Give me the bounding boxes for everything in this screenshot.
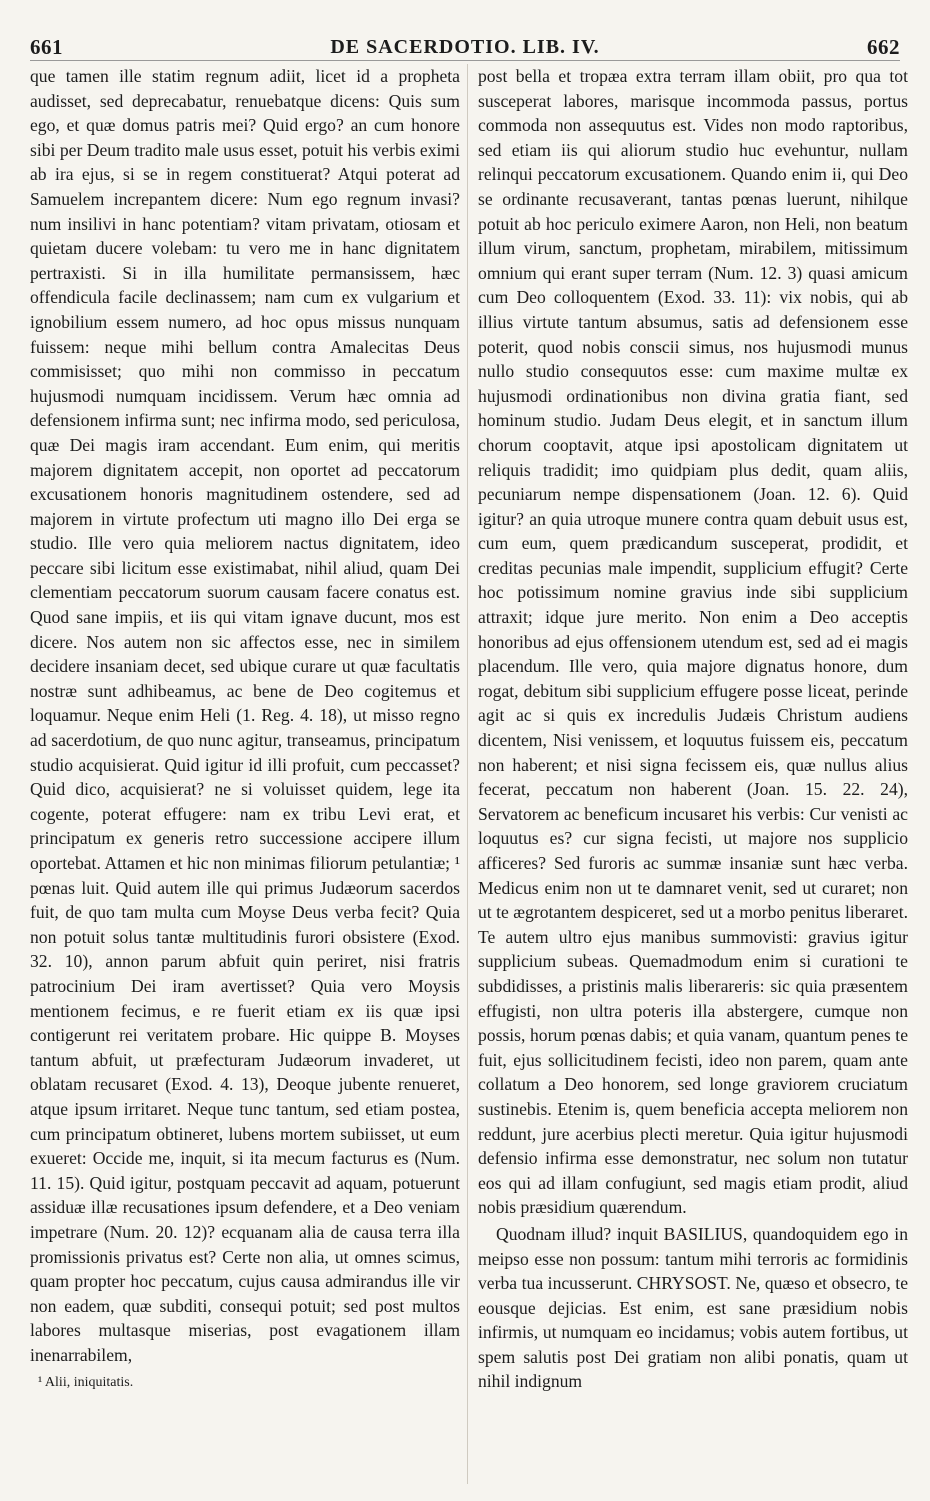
column-divider — [467, 64, 468, 1484]
right-page-number: 662 — [867, 34, 900, 59]
left-column — [30, 64, 460, 1484]
right-column — [478, 64, 908, 1484]
right-column-text-2: Quodnam illud? inquit BASILIUS, quandoquidem ego in meipso esse non possum: tantum mihi terroris ac formidinis verba tua incusserunt. CHRYSOST. Ne, quæso et obsecro, te eousque dejicias. Est enim, est sane præsidium nobis infirmis, ut numquam eo incidamus; vobis autem fortibus, ut spem salutis post Dei gratiam non alibi ponatis, quam ut nihil indignum — [478, 1223, 908, 1392]
running-title: DE SACERDOTIO. LIB. IV. — [330, 35, 600, 58]
running-header — [30, 34, 900, 61]
left-column-text: que tamen ille statim regnum adiit, licet id a propheta audisset, sed deprecabatur, renuebatque dicens: Quis sum ego, et quæ domus patris mei? Quid ergo? an cum honore sibi per Deum tradito male usus esset, potuit his verbis eximi ab ira ejus, si se in regem constituerat? Atqui poterat ad Samuelem increpantem dicere: Num ego regnum invasi? num insilivi in hanc potentiam? vitam privatam, otiosam et quietam ducere volebam: tu vero me in hanc dignitatem pertraxisti. Si in illa humilitate permansissem, hæc offendicula facile declinassem; nam cum ex vulgarium et ignobilium essem numero, ad hoc opus missus nunquam fuissem: neque mihi bellum contra Amalecitas Deus commisisset; quo mihi non commisso in peccatum hujusmodi numquam incidissem. Verum hæc omnia ad defensionem infirma sunt; nec infirma modo, sed periculosa, quæ Dei magis iram accendant. Eum enim, qui meritis majorem dignitatem accepit, non oportet ad peccatorum excusationem honoris magnitudinem ostendere, sed ad majorem in virtute profectum uti magno illo Dei erga se studio. Ille vero quia meliorem nactus dignitatem, ideo peccare sibi licitum esse existimabat, nihil aliud, quam Dei clementiam peccatorum suorum causam facere conatus est. Quod sane impiis, et iis qui vitam ignave ducunt, mos est dicere. Nos autem non sic affectos esse, nec in similem decidere insaniam decet, sed ubique curare ut quæ facultatis nostræ sunt adhibeamus, ac bene de Deo cogitemus et loquamur. Neque enim Heli (1. Reg. 4. 18), ut misso regno ad sacerdotium, de quo nunc agitur, transeamus, principatum studio acquisierat. Quid igitur id illi profuit, cum peccasset? Quid dico, acquisierat? ne si voluisset quidem, lege ita cogente, poterat effugere: nam ex tribu Levi erat, et principatum ex generis retro successione accipere illum oportebat. Attamen et hic non minimas filiorum petulantiæ; ¹ pœnas luit. Quid autem ille qui primus Judæorum sacerdos fuit, de quo tam multa cum Moyse Deus verba fecit? Quia non potuit solus tantæ multitudinis furori obsistere (Exod. 32. 10), annon parum abfuit quin periret, nisi fratris patrocinium Dei iram avertisset? Quia vero Moysis mentionem fecimus, e re fuerit etiam ex iis quæ ipsi contigerunt rei veritatem probare. Hic quippe B. Moyses tantum abfuit, ut præfecturam Judæorum invaderet, ut oblatam recusaret (Exod. 4. 13), Deoque jubente renueret, atque ipsum irritaret. Neque tunc tantum, sed etiam postea, cum principatum obtineret, lubens mortem subiisset, ut eum exueret: Occide me, inquit, si ita mecum facturus es (Num. 11. 15). Quid igitur, postquam peccavit ad aquam, potuerunt assiduæ illæ recusationes ipsum defendere, et a Deo veniam impetrare (Num. 20. 12)? ecquanam alia de causa terra illa promissionis privatus est? Certe non alia, ut omnes scimus, quam propter hoc peccatum, cujus causa admirandus ille vir non eadem, quæ subditi, consequi potuit; sed post multos labores multasque miserias, post evagationem illam inenarrabilem, — [30, 66, 460, 1365]
left-page-number: 661 — [30, 34, 63, 59]
footnote: ¹ Alii, iniquitatis. — [38, 1375, 134, 1391]
right-column-text-1: post bella et tropæa extra terram illam obiit, pro qua tot susceperat labores, marisque incommoda passus, portus commoda non assequutus est. Vides non modo raptoribus, sed etiam iis qui aliorum studio huc evehuntur, nullam relinqui peccatorum excusationem. Quando enim ii, qui Deo se ordinante recusaverant, tantas pœnas luerunt, nihilque potuit ab hoc periculo eximere Aaron, non Heli, non beatum illum virum, sanctum, prophetam, mirabilem, mitissimum omnium qui erant super terram (Num. 12. 3) quasi amicum cum Deo colloquentem (Exod. 33. 11): vix nobis, qui ab illius virtute tantum absumus, satis ad defensionem esse poterit, quod nobis conscii simus, nos hujusmodi munus nullo studio consequutos esse: cum maxime multæ ex hujusmodi ordinationibus non divina gratia fiant, sed hominum studio. Judam Deus elegit, et in sanctum illum chorum cooptavit, atque ipsi apostolicam dignitatem ut reliquis tradidit; imo quidpiam plus dedit, quam aliis, pecuniarum nempe dispensationem (Joan. 12. 6). Quid igitur? an quia utroque munere contra quam debuit usus est, cum eum, quem prædicandum susceperat, prodidit, et creditas pecunias male impendit, supplicium effugit? Certe hoc potissimum nomine gravius inde sibi supplicium attraxit; idque jure merito. Non enim a Deo acceptis honoribus ad ejus offensionem utendum est, sed ad ei magis placendum. Ille vero, quia majore dignatus honore, dum rogat, debitum sibi supplicium effugere posse liceat, perinde agit ac si quis ex incredulis Judæis Christum audiens dicentem, Nisi venissem, et loquutus fuissem eis, peccatum non haberent; et nisi signa fecissem eis, quæ nullus alius fecerat, peccatum non haberent (Joan. 15. 22. 24), Servatorem ac beneficum incusaret his verbis: Cur venisti ac loquutus es? cur signa fecisti, ut majore nos supplicio afficeres? Sed furoris ac summæ insaniæ sunt hæc verba. Medicus enim non ut te damnaret venit, sed ut curaret; non ut te ægrotantem despiceret, sed ut a morbo penitus liberaret. Te autem ultro ejus manibus summovisti: gravius igitur supplicium subeas. Quemadmodum enim si curationi te subdidisses, a pristinis malis liberareris: sic quia præsentem effugisti, non ultra poteris illa abstergere, cumque non possis, horum pœnas dabis; et quia vanam, quantum penes te fuit, ejus sollicitudinem fecisti, ideo non parem, quam ante collatum a Deo honorem, sed longe graviorem cruciatum sustinebis. Etenim is, quem beneficia accepta meliorem non reddunt, jure acerbius plecti meretur. Quia igitur hujusmodi defensio infirma esse demonstratur, nec solum non tutatur eos qui ad illam confugiunt, sed magis etiam prodit, aliud nobis præsidium quærendum. — [478, 66, 908, 1218]
